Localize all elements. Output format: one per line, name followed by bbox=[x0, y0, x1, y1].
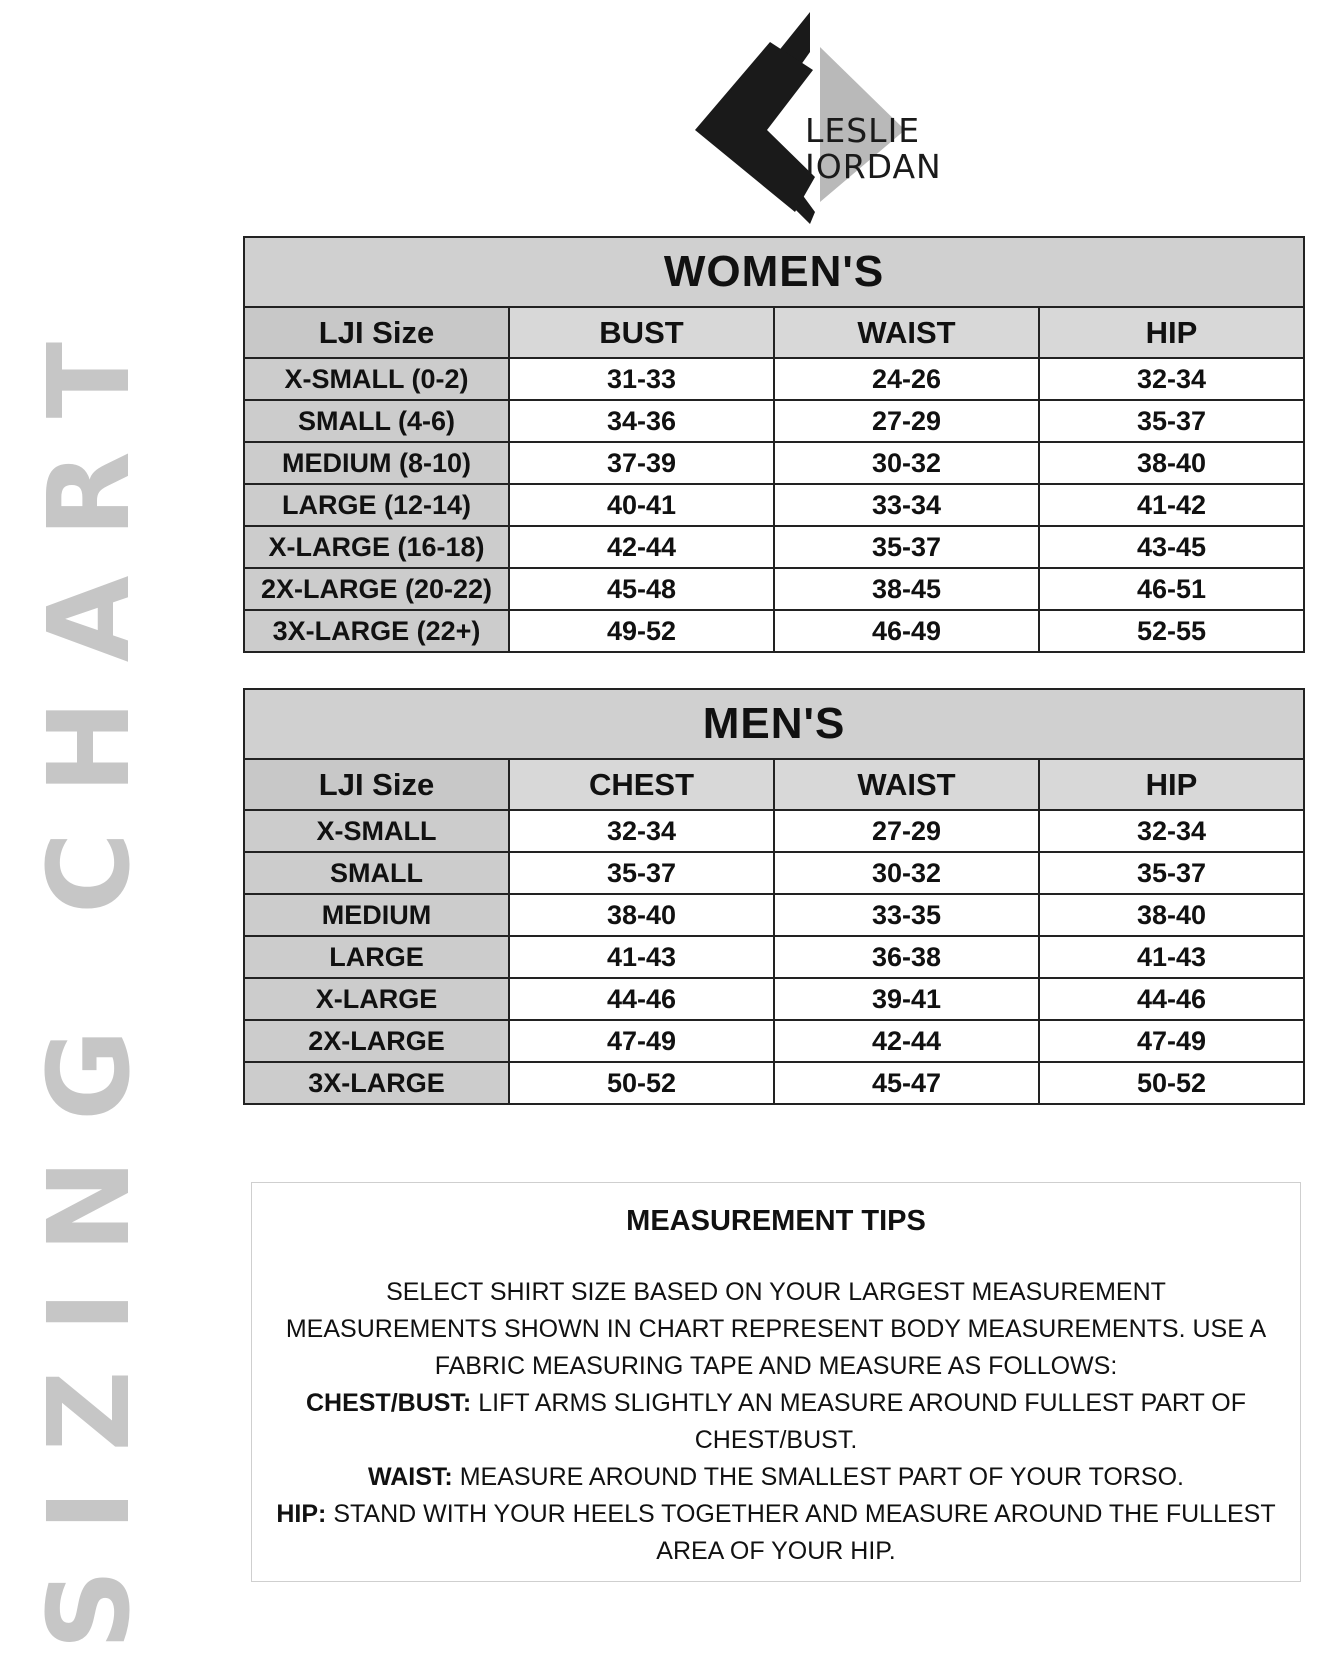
hip-cell: 52-55 bbox=[1039, 610, 1304, 652]
waist-cell: 30-32 bbox=[774, 852, 1039, 894]
hip-cell: 41-43 bbox=[1039, 936, 1304, 978]
size-cell: 3X-LARGE (22+) bbox=[244, 610, 509, 652]
measurement-tips-box bbox=[251, 1182, 1301, 1582]
bust-cell: 40-41 bbox=[509, 484, 774, 526]
chest-cell: 47-49 bbox=[509, 1020, 774, 1062]
chest-cell: 35-37 bbox=[509, 852, 774, 894]
tips-hip bbox=[272, 1496, 1280, 1570]
hip-cell: 47-49 bbox=[1039, 1020, 1304, 1062]
table-row bbox=[244, 1020, 1304, 1062]
tips-title: MEASUREMENT TIPS bbox=[626, 1205, 926, 1237]
table-row bbox=[244, 610, 1304, 652]
waist-cell: 24-26 bbox=[774, 358, 1039, 400]
size-cell: X-LARGE (16-18) bbox=[244, 526, 509, 568]
bust-cell: 45-48 bbox=[509, 568, 774, 610]
table-row bbox=[244, 978, 1304, 1020]
waist-cell: 35-37 bbox=[774, 526, 1039, 568]
header-bust: BUST bbox=[509, 307, 774, 358]
waist-text: MEASURE AROUND THE SMALLEST PART OF YOUR TORSO. bbox=[459, 1463, 1184, 1491]
chest-cell: 44-46 bbox=[509, 978, 774, 1020]
mens-size-table bbox=[243, 688, 1305, 1105]
hip-cell: 41-42 bbox=[1039, 484, 1304, 526]
chest-text: LIFT ARMS SLIGHTLY AN MEASURE AROUND FULLEST PART OF CHEST/BUST. bbox=[478, 1389, 1247, 1454]
header-waist: WAIST bbox=[774, 307, 1039, 358]
table-row bbox=[244, 400, 1304, 442]
size-cell: X-SMALL (0-2) bbox=[244, 358, 509, 400]
table-row bbox=[244, 484, 1304, 526]
bust-cell: 49-52 bbox=[509, 610, 774, 652]
mens-header-row bbox=[244, 759, 1304, 810]
waist-cell: 39-41 bbox=[774, 978, 1039, 1020]
tips-line-1: SELECT SHIRT SIZE BASED ON YOUR LARGEST MEASUREMENT bbox=[386, 1278, 1166, 1306]
table-row bbox=[244, 442, 1304, 484]
table-row bbox=[244, 568, 1304, 610]
size-cell: LARGE (12-14) bbox=[244, 484, 509, 526]
chest-cell: 50-52 bbox=[509, 1062, 774, 1104]
waist-cell: 45-47 bbox=[774, 1062, 1039, 1104]
waist-cell: 36-38 bbox=[774, 936, 1039, 978]
brand-line-2: JORDAN bbox=[805, 147, 942, 186]
header-chest: CHEST bbox=[509, 759, 774, 810]
header-waist: WAIST bbox=[774, 759, 1039, 810]
table-row bbox=[244, 810, 1304, 852]
size-cell: SMALL (4-6) bbox=[244, 400, 509, 442]
mens-table-title: MEN'S bbox=[244, 689, 1304, 759]
waist-cell: 33-35 bbox=[774, 894, 1039, 936]
chest-cell: 41-43 bbox=[509, 936, 774, 978]
brand-name bbox=[805, 113, 942, 185]
bust-cell: 31-33 bbox=[509, 358, 774, 400]
chest-label: CHEST/BUST: bbox=[305, 1389, 472, 1417]
size-cell: MEDIUM (8-10) bbox=[244, 442, 509, 484]
table-row bbox=[244, 1062, 1304, 1104]
size-cell: 2X-LARGE bbox=[244, 1020, 509, 1062]
bust-cell: 34-36 bbox=[509, 400, 774, 442]
size-cell: SMALL bbox=[244, 852, 509, 894]
size-cell: X-LARGE bbox=[244, 978, 509, 1020]
tips-line-2: MEASUREMENTS SHOWN IN CHART REPRESENT BODY MEASUREMENTS. USE A FABRIC MEASURING TAPE AND MEASURE AS FOLLOWS: bbox=[285, 1315, 1267, 1380]
waist-cell: 38-45 bbox=[774, 568, 1039, 610]
waist-cell: 33-34 bbox=[774, 484, 1039, 526]
tips-body bbox=[252, 1274, 1300, 1570]
hip-label: HIP: bbox=[276, 1500, 327, 1528]
womens-header-row bbox=[244, 307, 1304, 358]
sizing-chart-side-title bbox=[25, 250, 155, 1650]
chest-cell: 32-34 bbox=[509, 810, 774, 852]
brand-line-1: LESLIE bbox=[805, 111, 921, 150]
table-row bbox=[244, 526, 1304, 568]
size-cell: 3X-LARGE bbox=[244, 1062, 509, 1104]
table-row bbox=[244, 936, 1304, 978]
waist-cell: 27-29 bbox=[774, 810, 1039, 852]
size-cell: X-SMALL bbox=[244, 810, 509, 852]
hip-cell: 44-46 bbox=[1039, 978, 1304, 1020]
table-row bbox=[244, 894, 1304, 936]
chest-cell: 38-40 bbox=[509, 894, 774, 936]
size-cell: MEDIUM bbox=[244, 894, 509, 936]
hip-cell: 35-37 bbox=[1039, 852, 1304, 894]
hip-cell: 50-52 bbox=[1039, 1062, 1304, 1104]
header-size: LJI Size bbox=[244, 759, 509, 810]
size-cell: 2X-LARGE (20-22) bbox=[244, 568, 509, 610]
tips-chest bbox=[272, 1385, 1280, 1459]
hip-cell: 43-45 bbox=[1039, 526, 1304, 568]
waist-cell: 46-49 bbox=[774, 610, 1039, 652]
hip-cell: 32-34 bbox=[1039, 358, 1304, 400]
tips-waist bbox=[272, 1459, 1280, 1496]
hip-text: STAND WITH YOUR HEELS TOGETHER AND MEASURE AROUND THE FULLEST AREA OF YOUR HIP. bbox=[333, 1500, 1276, 1565]
header-hip: HIP bbox=[1039, 307, 1304, 358]
hip-cell: 32-34 bbox=[1039, 810, 1304, 852]
waist-cell: 27-29 bbox=[774, 400, 1039, 442]
side-title-text: SIZING CHART bbox=[25, 303, 155, 1650]
table-row bbox=[244, 358, 1304, 400]
header-hip: HIP bbox=[1039, 759, 1304, 810]
bust-cell: 37-39 bbox=[509, 442, 774, 484]
hip-cell: 38-40 bbox=[1039, 442, 1304, 484]
waist-label: WAIST: bbox=[368, 1463, 453, 1491]
hip-cell: 35-37 bbox=[1039, 400, 1304, 442]
hip-cell: 38-40 bbox=[1039, 894, 1304, 936]
womens-size-table bbox=[243, 236, 1305, 653]
size-cell: LARGE bbox=[244, 936, 509, 978]
header-size: LJI Size bbox=[244, 307, 509, 358]
waist-cell: 30-32 bbox=[774, 442, 1039, 484]
table-row bbox=[244, 852, 1304, 894]
hip-cell: 46-51 bbox=[1039, 568, 1304, 610]
waist-cell: 42-44 bbox=[774, 1020, 1039, 1062]
bust-cell: 42-44 bbox=[509, 526, 774, 568]
womens-table-title: WOMEN'S bbox=[244, 237, 1304, 307]
